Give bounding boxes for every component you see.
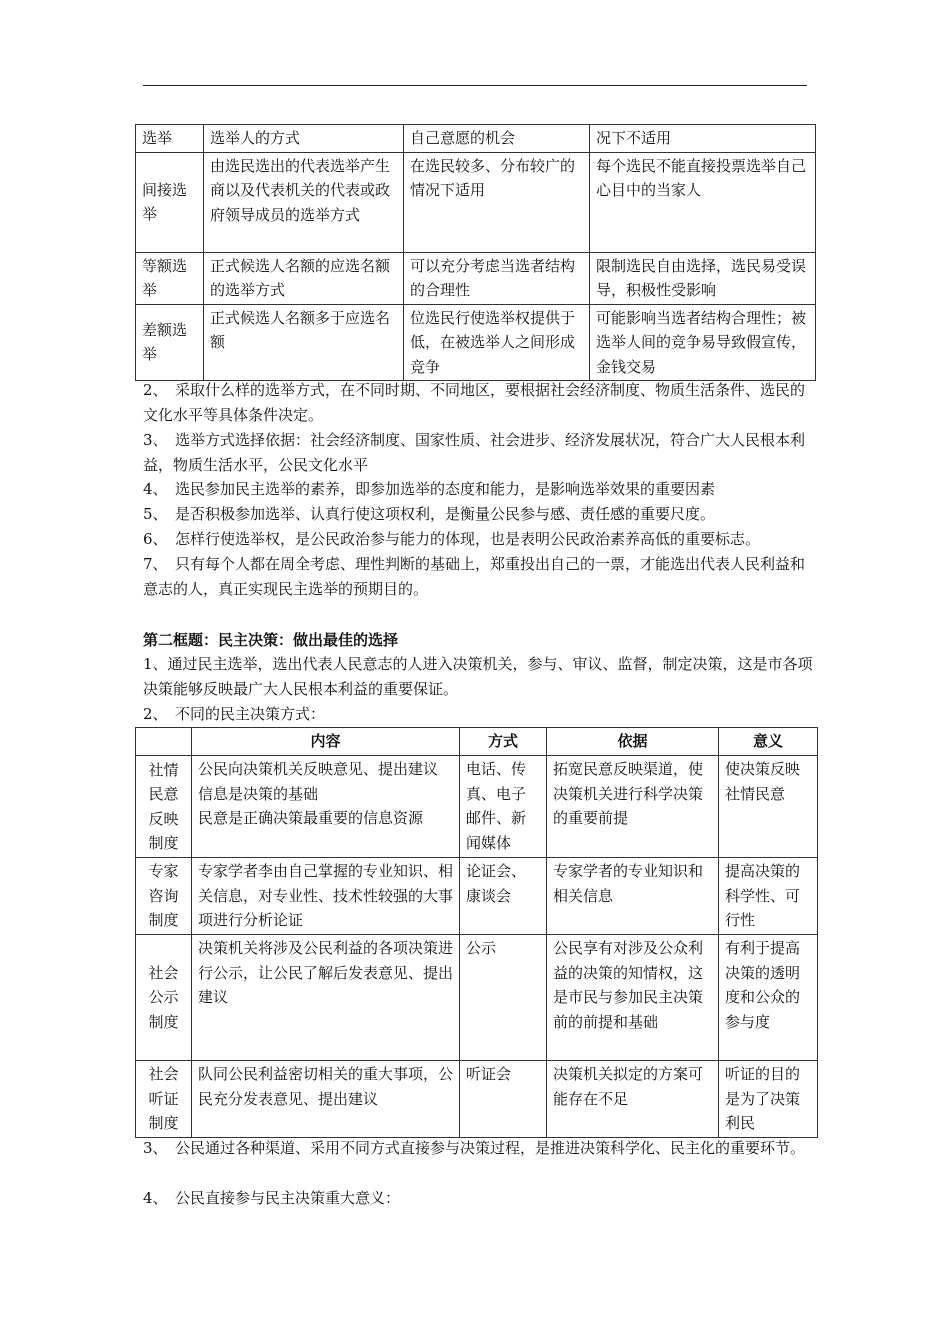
table-row bbox=[136, 858, 818, 935]
table-cell: 社情民意反映制度 bbox=[136, 756, 192, 858]
table-cell: 论证会、康谈会 bbox=[460, 858, 547, 935]
table-cell: 队同公民利益密切相关的重大事项，公民充分发表意见、提出建议 bbox=[192, 1061, 460, 1138]
table-header: 意义 bbox=[719, 728, 818, 756]
decision-methods-table bbox=[135, 727, 818, 1138]
table-cell: 提高决策的科学性、可行性 bbox=[719, 858, 818, 935]
paragraph: 4、 选民参加民主选举的素养，即参加选举的态度和能力，是影响选举效果的重要因素 bbox=[143, 480, 716, 498]
paragraph: 7、 只有每个人都在周全考虑、理性判断的基础上，郑重投出自己的一票，才能选出代表人民利益和意志的人，真正实现民主选举的预期目的。 bbox=[143, 555, 806, 598]
table-cell: 公民享有对涉及公众利益的决策的知情权，这是市民与参加民主决策前的前提和基础 bbox=[547, 935, 719, 1061]
table-cell: 选举 bbox=[136, 125, 204, 153]
header-rule bbox=[143, 85, 807, 86]
table-row bbox=[136, 125, 816, 153]
table-cell: 社会听证制度 bbox=[136, 1061, 192, 1138]
paragraph: 3、 选举方式选择依据：社会经济制度、国家性质、社会进步、经济发展状况，符合广大人民根本利益，物质生活水平，公民文化水平 bbox=[143, 431, 806, 474]
table-cell: 位选民行使选举权提供于低，在被选举人之间形成竞争 bbox=[404, 304, 590, 381]
table-cell: 限制选民自由选择，选民易受误导，积极性受影响 bbox=[590, 252, 816, 304]
table-cell: 决策机关将涉及公民利益的各项决策进行公示，让公民了解后发表意见、提出建议 bbox=[192, 935, 460, 1061]
table-cell: 等额选举 bbox=[136, 252, 204, 304]
paragraph: 5、 是否积极参加选举、认真行使这项权利，是衡量公民参与感、责任感的重要尺度。 bbox=[143, 505, 716, 523]
table-cell: 正式候选人名额多于应选名额 bbox=[204, 304, 404, 381]
table-cell: 决策机关拟定的方案可能存在不足 bbox=[547, 1061, 719, 1138]
table-cell: 公示 bbox=[460, 935, 547, 1061]
table-header-row bbox=[136, 728, 818, 756]
paragraph: 6、 怎样行使选举权，是公民政治参与能力的体现，也是表明公民政治素养高低的重要标志。 bbox=[143, 530, 761, 548]
table-cell: 正式候选人名额的应选名额的选举方式 bbox=[204, 252, 404, 304]
table-cell: 电话、传真、电子邮件、新闻媒体 bbox=[460, 756, 547, 858]
table-row bbox=[136, 756, 818, 858]
table-row bbox=[136, 304, 816, 381]
table-cell: 况下不适用 bbox=[590, 125, 816, 153]
table-header bbox=[136, 728, 192, 756]
table-cell: 专家咨询制度 bbox=[136, 858, 192, 935]
table-cell: 拓宽民意反映渠道，使决策机关进行科学决策的重要前提 bbox=[547, 756, 719, 858]
election-methods-table bbox=[135, 124, 816, 381]
table-header: 依据 bbox=[547, 728, 719, 756]
table-cell: 自己意愿的机会 bbox=[404, 125, 590, 153]
table-cell: 每个选民不能直接投票选举自己心目中的当家人 bbox=[590, 152, 816, 252]
table-cell: 专家学者李由自己掌握的专业知识、相关信息，对专业性、技术性较强的大事项进行分析论证 bbox=[192, 858, 460, 935]
table-cell: 社会公示制度 bbox=[136, 935, 192, 1061]
table-cell: 听证会 bbox=[460, 1061, 547, 1138]
table-cell: 在选民较多、分布较广的情况下适用 bbox=[404, 152, 590, 252]
table-cell: 可以充分考虑当选者结构的合理性 bbox=[404, 252, 590, 304]
paragraph: 2、 不同的民主决策方式： bbox=[143, 705, 326, 723]
paragraph: 2、 采取什么样的选举方式，在不同时期、不同地区，要根据社会经济制度、物质生活条件、选民的文化水平等具体条件决定。 bbox=[143, 381, 806, 424]
table-cell: 差额选举 bbox=[136, 304, 204, 381]
paragraph: 4、 公民直接参与民主决策重大意义： bbox=[143, 1189, 401, 1207]
table-cell: 听证的目的是为了决策利民 bbox=[719, 1061, 818, 1138]
table-row bbox=[136, 935, 818, 1061]
table-cell: 间接选举 bbox=[136, 152, 204, 252]
table-row bbox=[136, 152, 816, 252]
table-cell: 可能影响当选者结构合理性；被选举人间的竞争易导致假宣传，金钱交易 bbox=[590, 304, 816, 381]
table-cell: 公民向决策机关反映意见、提出建议 信息是决策的基础 民意是正确决策最重要的信息资源 bbox=[192, 756, 460, 858]
table-cell: 专家学者的专业知识和相关信息 bbox=[547, 858, 719, 935]
section-heading: 第二框题：民主决策：做出最佳的选择 bbox=[143, 631, 399, 649]
table-cell: 有利于提高决策的透明度和公众的参与度 bbox=[719, 935, 818, 1061]
paragraph: 1、通过民主选举，选出代表人民意志的人进入决策机关，参与、审议、监督，制定决策，这是市各项决策能够反映最广大人民根本利益的重要保证。 bbox=[143, 655, 813, 698]
table-row bbox=[136, 1061, 818, 1138]
table-cell: 选举人的方式 bbox=[204, 125, 404, 153]
paragraph: 3、 公民通过各种渠道、采用不同方式直接参与决策过程，是推进决策科学化、民主化的重要环节。 bbox=[143, 1139, 806, 1157]
table-header: 内容 bbox=[192, 728, 460, 756]
table-row bbox=[136, 252, 816, 304]
table-cell: 使决策反映社情民意 bbox=[719, 756, 818, 858]
table-header: 方式 bbox=[460, 728, 547, 756]
table-cell: 由选民选出的代表选举产生商以及代表机关的代表或政府领导成员的选举方式 bbox=[204, 152, 404, 252]
